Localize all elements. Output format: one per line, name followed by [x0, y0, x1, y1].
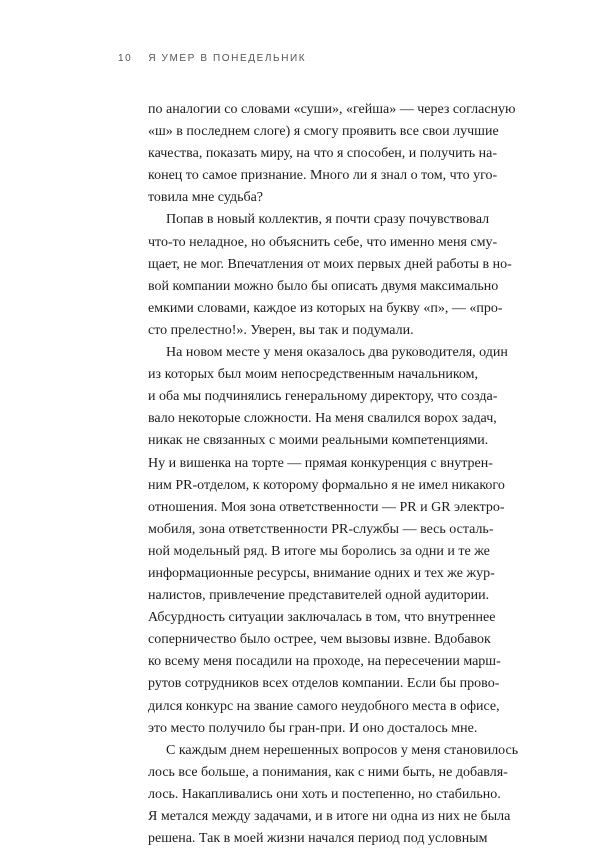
text-line: Попав в новый коллектив, я почти сразу почувствовал: [166, 212, 490, 228]
text-line: из которых был моим непосредственным начальником,: [148, 367, 478, 383]
running-head: [118, 53, 306, 64]
text-line: соперничество было острее, чем вызовы извне. Вдобавок: [148, 632, 491, 648]
text-line: что-то неладное, но объяснить себе, что именно меня сму-: [148, 234, 498, 250]
text-line: ной модельный ряд. В итоге мы боролись за одни и те же: [148, 543, 490, 559]
text-line: мобиля, зона ответственности PR-службы — весь осталь-: [148, 521, 494, 537]
text-line: На новом месте у меня оказалось два руководителя, один: [166, 345, 508, 361]
text-line: качества, показать миру, на что я способен, и получить на-: [148, 146, 497, 162]
text-line: Ну и вишенка на торте — прямая конкуренция с внутрен-: [148, 455, 493, 471]
text-line: лось все больше, а понимания, как с ними быть, не добавля-: [148, 764, 508, 780]
text-line: щает, не мог. Впечатления от моих первых дней работы в но-: [148, 256, 512, 272]
text-line: дился конкурс на звание самого неудобного места в офисе,: [148, 698, 500, 714]
text-line: и оба мы подчинялись генеральному директору, что созда-: [148, 389, 498, 405]
text-line: конец то самое признание. Много ли я знал о том, что уго-: [148, 168, 498, 184]
text-line: по аналогии со словами «суши», «гейша» — через согласную: [148, 102, 516, 117]
text-line: «ш» в последнем слоге) я смогу проявить все свои лучшие: [148, 124, 499, 140]
text-line: сто прелестно!». Уверен, вы так и подумали.: [148, 322, 414, 338]
book-title: Я УМЕР В ПОНЕДЕЛЬНИК: [148, 53, 307, 64]
text-line: вой компании можно было бы описать двумя максимально: [148, 278, 499, 294]
text-line: вало некоторые сложности. На меня свалился ворох задач,: [148, 411, 497, 427]
text-line: товила мне судьба?: [148, 190, 264, 206]
text-line: лось. Накапливались они хоть и постепенно, но стабильно.: [148, 786, 501, 802]
text-line: ним PR-отделом, к которому формально я не имел никакого: [148, 477, 505, 493]
text-line: налистов, привлечение представителей одной аудитории.: [148, 588, 490, 604]
text-line: емкими словами, каждое из которых на букву «п», — «про-: [148, 300, 503, 316]
text-line: информационные ресурсы, внимание одних и тех же жур-: [148, 565, 495, 581]
text-line: это место получило бы гран-при. И оно досталось мне.: [148, 720, 478, 736]
text-line: отношения. Моя зона ответственности — PR и GR электро-: [148, 499, 505, 515]
page-number: 10: [118, 53, 133, 64]
text-line: решена. Так в моей жизни начался период под условным: [148, 831, 488, 847]
text-line: Абсурдность ситуации заключалась в том, что внутреннее: [148, 610, 496, 626]
text-line: никак не связанных с моими реальными компетенциями.: [148, 433, 489, 449]
body-text: [148, 99, 519, 850]
text-line: ко всему меня посадили на проходе, на пересечении марш-: [148, 654, 501, 670]
text-line: С каждым днем нерешенных вопросов у меня становилось: [166, 742, 519, 758]
text-line: рутов сотрудников всех отделов компании. Если бы прово-: [148, 676, 500, 692]
text-line: Я метался между задачами, и в итоге ни одна из них не была: [148, 809, 511, 824]
